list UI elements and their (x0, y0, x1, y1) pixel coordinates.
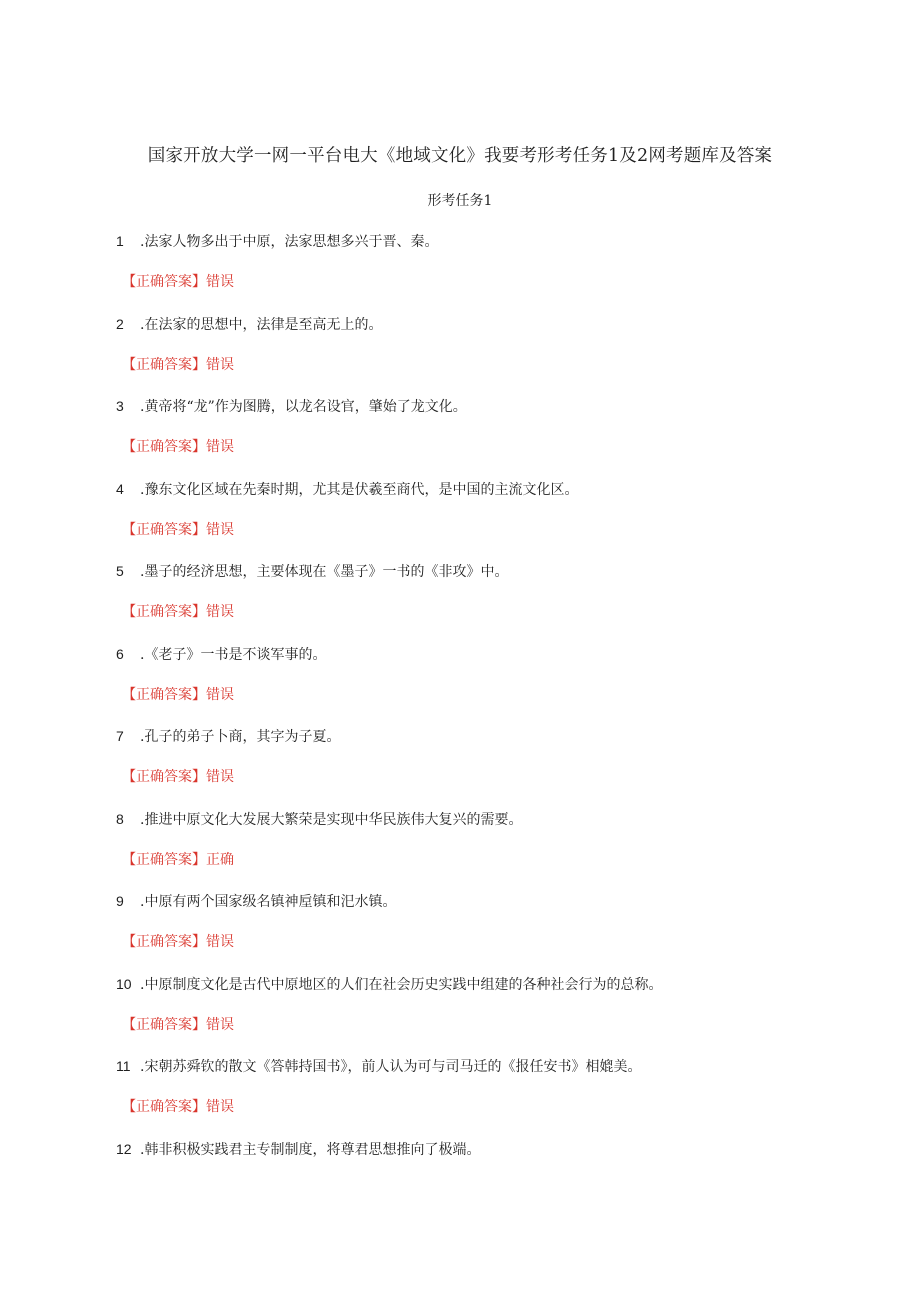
answer-value: 错误 (206, 274, 234, 290)
answer-line (122, 1016, 234, 1034)
answer-line (122, 273, 234, 291)
question-body: .豫东文化区域在先秦时期，尤其是伏羲至商代，是中国的主流文化区。 (140, 481, 579, 498)
question-text (116, 810, 522, 829)
question-item (0, 727, 920, 810)
answer-prefix: 【正确答案】 (122, 934, 206, 950)
question-item (0, 810, 920, 893)
question-body: .中原有两个国家级名镇神垕镇和汜水镇。 (140, 894, 397, 910)
answer-line (122, 603, 234, 621)
answer-prefix: 【正确答案】 (122, 521, 206, 538)
answer-prefix: 【正确答案】 (122, 604, 206, 620)
question-list (0, 232, 920, 1222)
question-text (116, 232, 438, 251)
question-text (116, 645, 326, 664)
question-body: .黄帝将“龙”作为图腾，以龙名设官，肇始了龙文化。 (140, 399, 467, 415)
answer-value: 错误 (206, 686, 234, 703)
answer-line (122, 438, 234, 456)
answer-line (122, 521, 234, 539)
answer-prefix: 【正确答案】 (122, 1016, 206, 1033)
question-body: .在法家的思想中，法律是至高无上的。 (140, 316, 383, 333)
question-text (116, 892, 396, 911)
question-text (116, 397, 467, 416)
answer-value: 错误 (206, 769, 234, 785)
answer-prefix: 【正确答案】 (122, 769, 206, 785)
question-item (0, 232, 920, 315)
question-body: .法家人物多出于中原，法家思想多兴于晋、秦。 (140, 234, 439, 250)
question-number: 10 (116, 975, 132, 992)
answer-prefix: 【正确答案】 (122, 1099, 206, 1115)
question-body: .宋朝苏舜钦的散文《答韩持国书》，前人认为可与司马迁的《报任安书》相媲美。 (140, 1059, 642, 1075)
question-item (0, 480, 920, 563)
question-number: 7 (116, 728, 124, 744)
question-number: 8 (116, 810, 124, 827)
answer-line (122, 768, 234, 786)
question-item (0, 1140, 920, 1223)
answer-value: 错误 (206, 356, 234, 373)
question-text (116, 727, 340, 746)
answer-value: 错误 (206, 1099, 234, 1115)
question-body: .《老子》一书是不谈军事的。 (140, 646, 327, 663)
question-item (0, 975, 920, 1058)
section-title: 形考任务1 (427, 193, 493, 209)
question-item (0, 315, 920, 398)
answer-line (122, 851, 234, 869)
question-item (0, 1057, 920, 1140)
answer-value: 错误 (206, 934, 234, 950)
question-number: 3 (116, 398, 124, 414)
question-body: .中原制度文化是古代中原地区的人们在社会历史实践中组建的各种社会行为的总称。 (140, 976, 663, 993)
question-item (0, 562, 920, 645)
answer-value: 错误 (206, 521, 234, 538)
question-item (0, 397, 920, 480)
answer-value: 正确 (206, 851, 234, 868)
question-number: 4 (116, 480, 124, 497)
question-number: 1 (116, 233, 124, 249)
answer-line (122, 933, 234, 951)
answer-prefix: 【正确答案】 (122, 686, 206, 703)
question-text (116, 1140, 480, 1159)
question-number: 6 (116, 645, 124, 662)
question-body: .推进中原文化大发展大繁荣是实现中华民族伟大复兴的需要。 (140, 811, 523, 828)
question-body: .孔子的弟子卜商，其字为子夏。 (140, 729, 341, 745)
answer-line (122, 1098, 234, 1116)
question-body: .墨子的经济思想，主要体现在《墨子》一书的《非攻》中。 (140, 564, 509, 580)
answer-value: 错误 (206, 1016, 234, 1033)
question-number: 9 (116, 893, 124, 909)
question-body: .韩非积极实践君主专制制度，将尊君思想推向了极端。 (140, 1141, 481, 1158)
question-text (116, 562, 508, 581)
answer-value: 错误 (206, 604, 234, 620)
question-number: 2 (116, 315, 124, 332)
answer-value: 错误 (206, 439, 234, 455)
answer-prefix: 【正确答案】 (122, 274, 206, 290)
question-number: 12 (116, 1140, 132, 1157)
answer-prefix: 【正确答案】 (122, 851, 206, 868)
question-number: 11 (116, 1058, 131, 1074)
answer-line (122, 356, 234, 374)
question-item (0, 892, 920, 975)
answer-prefix: 【正确答案】 (122, 439, 206, 455)
question-text (116, 315, 382, 334)
answer-prefix: 【正确答案】 (122, 356, 206, 373)
question-text (116, 480, 578, 499)
question-text (116, 1057, 641, 1076)
answer-line (122, 686, 234, 704)
question-text (116, 975, 662, 994)
question-item (0, 645, 920, 728)
document-title: 国家开放大学一网一平台电大《地域文化》我要考形考任务1及2网考题库及答案 (147, 146, 773, 166)
question-number: 5 (116, 563, 124, 579)
